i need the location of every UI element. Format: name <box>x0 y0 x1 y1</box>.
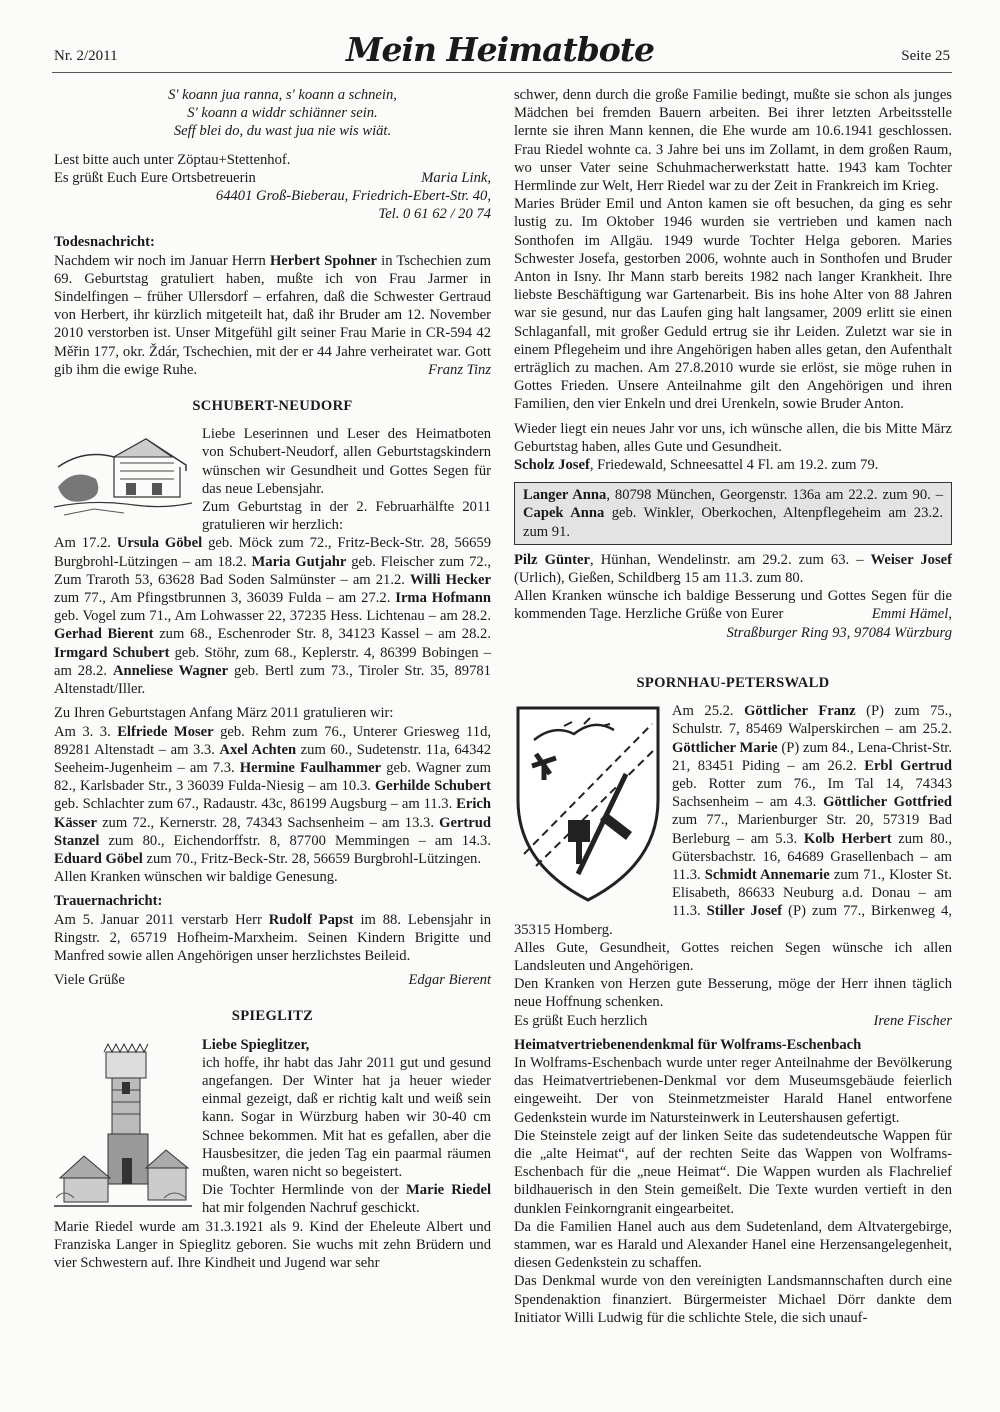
page-header <box>0 0 1000 80</box>
greeting-line: Es grüßt Euch Eure Ortsbetreuerin Maria Link, <box>54 169 491 186</box>
obituary-cont-2: Maries Brüder Emil und Anton kamen sie oft besuchen, da ging es sehr lustig zu. Im Oktober 1946 wurden sie vertrieben und kamen nach Sonthofen im Allgäu. 1949 wurde Tochter Helga geboren. Maries Schwester Josefa, gestorben 2006, wohnte auch in Sonthofen und Bruder Anton in Isny. Ihr Mann starb bereits 1982 nach langer Krankheit. Ihre liebste Beschäftigung war Gartenarbeit. Bis ins hohe Alter von 88 Jahren war sie gesund, nur das Laufen ging halt langsamer, 2009 erlitt sie einen Schlaganfall, mit großer Geduld ertrug sie ihr Leiden. Zuletzt war sie in einem Pflegeheim und ihre Angehörigen haben alles getan, den Aufenthalt erträglich zu machen. Am 27.8.2010 wurde sie erlöst, sie möge ruhen in Gottes Frieden. Unsere Anteilnahme gilt den Angehörigen und ihren Familien, den vier Enkeln und drei Urenkeln, sowie Bruder Anton. <box>514 196 952 413</box>
farmhouse-illustration <box>54 427 192 519</box>
article-text: In Wolframs-Eschenbach wurde unter reger Anteilnahme der Bevölkerung das Heimatvertriebenen-Denkmal vor dem Museumsgebäude feierlich eingeweiht. Der von Steinmetzmeister Harald Hanel entworfene Gedenkstein wurde im Natursteinwerk in Leutershausen gefertigt. <box>514 1054 952 1126</box>
section-text-2: Die Tochter Hermlinde von der Marie Riedel hat mir folgenden Nachruf geschickt. <box>202 1182 491 1217</box>
poem-line: S' koann jua ranna, s' koann a schnein, <box>168 87 397 103</box>
author-name: Irene Fischer <box>873 1012 952 1029</box>
intro-text: Lest bitte auch unter Zöptau+Stettenhof. <box>54 151 291 168</box>
author-name: Maria Link, <box>421 169 491 186</box>
article-text: Das Denkmal wurde von den vereinigten Landsmannschaften durch eine Spendenaktion finanziert. Bürgermeister Michael Dörr dankte dem Initiator Willi Ludwig für die schlichte Stele, die sich unauf- <box>514 1273 952 1326</box>
poem-line: Seff blei do, du wast jua nie wis wiät. <box>173 123 392 140</box>
masthead: Mein Heimatbote <box>345 30 655 69</box>
obituary-text: Nachdem wir noch im Januar Herrn Herbert Spohner in Tschechien zum 69. Geburtstag gratuliert haben, mußte ich von Frau Jarmer in Sindelfingen – früher Ullersdorf – erfahren, daß die Schwester Gertraud von Herbert, ihr kürzlich mitgeteilt hat, daß ihr Bruder am 12. November 2010 verstorben ist. Unser Mitgefühl gilt seiner Frau Marie in CR-594 42 Měřin 177, okr. Ždár, Tschechien, mit der er 44 Jahre verheiratet war. Gott gib ihm die ewige Ruhe. Franz Tinz <box>54 252 492 378</box>
highlight-box: Langer Anna, 80798 München, Georgenstr. 136a am 22.2. zum 90. – Capek Anna geb. Winkler, Oberkochen, Altenpflegeheim am 23.2. zum 91. <box>514 482 952 545</box>
wishes-text: Alles Gute, Gesundheit, Gottes reichen Segen wünsche ich allen Landsleuten und Angehörigen. <box>514 939 952 974</box>
poem-line: S' koann a widdr schiänner sein. <box>187 105 378 122</box>
section-heading: SPORNHAU-PETERSWALD <box>636 674 830 691</box>
section-heading: SCHUBERT-NEUDORF <box>192 398 353 415</box>
left-column <box>54 86 491 1272</box>
march-intro: Zu Ihren Geburtstagen Anfang März 2011 gratulieren wir: <box>54 705 394 722</box>
author-address: Straßburger Ring 93, 97084 Würzburg <box>726 624 952 641</box>
section-intro: Liebe Leserinnen und Leser des Heimatboten von Schubert-Neudorf, allen Geburtstagskindern wünschen wir Gesundheit und Gottes Segen für das neue Lebensjahr. <box>202 426 491 497</box>
section-text: ich hoffe, ihr habt das Jahr 2011 gut und gesund angefangen. Der Winter hat ja heuer wieder einmal gezeigt, daß er richtig kalt und weiß sein kann. Sogar in Würzburg haben wir 30-40 cm Schnee bekommen. Mit hat es gefallen, aber die Hausbesitzer, die jeden Tag ein paarmal räumen mußten, waren nicht so begeistert. <box>202 1054 491 1180</box>
right-column <box>514 86 952 1327</box>
article-text: Die Steinstele zeigt auf der linken Seite das sudetendeutsche Wappen für die „alte Heimat“, auf der rechten Seite das Wappen von Wolframs-Eschenbach für die „neue Heimat“. Die Wappen wurden als Flachrelief bildhauerisch in den Stein gemeißelt. Die Texte wurden vertieft in den dunklen Feinkorngranit eingearbeitet. <box>514 1127 952 1217</box>
get-well-text: Den Kranken von Herzen gute Besserung, möge der Herr ihnen täglich neue Hoffnung schenken. <box>514 976 952 1011</box>
obituary-cont: schwer, denn durch die große Familie bedingt, mußte sie schon als junges Mädchen bei fremden Bauern arbeiten. Bei ihrer letzten Arbeitsstelle lernte sie ihren Mann kennen, die Ehe wurde am 10.6.1941 geschlossen. Frau Riedel wohnte ca. 3 Jahre bei uns im Zollamt, in dem großen Raum, wo unser Vater seine Schuhmacherwerkstatt hatte. 1943 kam Tochter Hermlinde zur Welt, Herr Riedel war zu der Zeit in Frankreich im Krieg. <box>514 87 952 195</box>
mourning-text: Am 5. Januar 2011 verstarb Herr Rudolf Papst im 88. Lebensjahr in Ringstr. 2, 65719 Hofheim-Marxheim. Seinen Kindern Brigitte und Manfred sowie allen Angehörigen unser herzlichstes Beileid. <box>54 911 491 964</box>
mourning-heading: Trauernachricht: <box>54 893 163 910</box>
signature-line: Viele Grüße Edgar Bierent <box>54 972 491 989</box>
obituary-heading: Todesnachricht: <box>54 234 155 251</box>
author-name: Edgar Bierent <box>408 972 491 989</box>
coat-of-arms-icon <box>514 704 662 904</box>
section-intro-2: Zum Geburtstag in der 2. Februarhälfte 2011 gratulieren wir herzlich: <box>202 499 491 534</box>
birthday-entry: Pilz Günter, Hünhan, Wendelinstr. am 29.2. zum 63. – Weiser Josef (Urlich), Gießen, Schildberg 15 am 11.3. zum 80. <box>514 551 952 587</box>
birthday-list-march: Am 3. 3. Elfriede Moser geb. Rehm zum 76., Unterer Griesweg 11d, 89281 Altenstadt – am 3.3. Axel Achten zum 60., Sudetenstr. 11a, 64342 Seeheim-Jugenheim – am 7.3. Hermine Faulhammer geb. Wagner zum 82., Karlsbader Str., 3 36039 Fulda-Niesig – am 10.3. Gerhilde Schubert geb. Schlachter zum 67., Radaustr. 43c, 86199 Augsburg – am 11.3. Erich Kässer zum 72., Kernerstr. 28, 74343 Sachsenheim – am 13.3. Gertrud Stanzel zum 80., Eichendorffstr. 8, 87700 Memmingen – am 14.3. Eduard Göbel zum 70., Fritz-Beck-Str. 28, 56659 Burgbrohl-Lützingen. <box>54 723 492 867</box>
birthday-entry: Scholz Josef, Friedewald, Schneesattel 4 Fl. am 19.2. zum 79. <box>514 457 879 474</box>
header-rule <box>52 72 952 73</box>
section-greeting: Liebe Spieglitzer, <box>202 1036 310 1053</box>
section-heading: SPIEGLITZ <box>231 1008 314 1025</box>
tower-illustration <box>54 1038 192 1214</box>
article-text: Da die Familien Hanel auch aus dem Sudetenland, dem Altvatergebirge, stammen, war es Harald und Alexander Hanel eine Herzensangelegenheit, diesen Gedenkstein zu schaffen. <box>514 1218 952 1272</box>
author-address: 64401 Groß-Bieberau, Friedrich-Ebert-Str. 40, <box>215 188 491 205</box>
signature-line: Es grüßt Euch herzlich Irene Fischer <box>514 1012 952 1029</box>
dialect-poem <box>54 86 491 141</box>
obituary-start: Marie Riedel wurde am 31.3.1921 als 9. Kind der Eheleute Albert und Franziska Langer in Spieglitz geboren. Sie wuchs mit zehn Brüdern und vier Schwestern auf. Ihre Kindheit und Jugend war sehr <box>54 1218 491 1271</box>
new-year-text: Wieder liegt ein neues Jahr vor uns, ich wünsche allen, die bis Mitte März Geburtstag haben, alles Gute und Gesundheit. <box>514 420 952 455</box>
page-number: Seite 25 <box>901 48 950 64</box>
get-well-text: Allen Kranken wünschen wir baldige Genesung. <box>54 869 338 886</box>
birthday-list-spornhau: Am 25.2. Göttlicher Franz (P) zum 75., Schulstr. 7, 85469 Walperskirchen – am 25.2. Göttlicher Marie (P) zum 84., Lena-Christ-Str. 21, 83451 Piding – am 26.2. Erbl Gertrud geb. Rotter zum 76., Im Tal 14, 74343 Sachsenheim – am 4.3. Göttlicher Gottfried zum 77., Marienburger Str. 20, 57319 Bad Berleburg – am 5.3. Kolb Herbert zum 80., Gütersbachstr. 16, 64689 Grasellenbach – am 11.3. Schmidt Annemarie zum 71., Kloster St. Elisabeth, 86633 Neuburg a.d. Donau – am 11.3. Stiller Josef (P) zum 77., Birkenweg 4, 35315 Homberg. <box>514 703 953 938</box>
article-heading: Heimatvertriebenendenkmal für Wolframs-Eschenbach <box>514 1036 862 1053</box>
author-phone: Tel. 0 61 62 / 20 74 <box>378 206 491 223</box>
issue-number: Nr. 2/2011 <box>54 48 118 64</box>
get-well-text: Allen Kranken wünsche ich baldige Besserung und Gottes Segen für die kommenden Tage. Herzliche Grüße von Eurer Emmi Hämel, <box>514 588 952 623</box>
obituary-signature: Franz Tinz <box>428 361 491 378</box>
birthday-list-feb: Am 17.2. Ursula Göbel geb. Möck zum 72., Fritz-Beck-Str. 28, 56659 Burgbrohl-Lützingen – am 18.2. Maria Gutjahr geb. Fleischer zum 72., Zum Traroth 53, 63628 Bad Soden Salmünster – am 21.2. Willi Hecker zum 77., Am Pfingstbrunnen 3, 36039 Fulda – am 27.2. Irma Hofmann geb. Vogel zum 71., Am Lohwasser 22, 37235 Hess. Lichtenau – am 28.2. Gerhad Bierent zum 68., Eschenroder Str. 8, 34123 Kassel – am 28.2. Irmgard Schubert geb. Stöhr, zum 68., Keplerstr. 4, 86399 Bobingen – am 28.2. Anneliese Wagner geb. Bertl zum 73., Tiroler Str. 35, 89781 Altenstadt/Iller. <box>54 535 492 698</box>
